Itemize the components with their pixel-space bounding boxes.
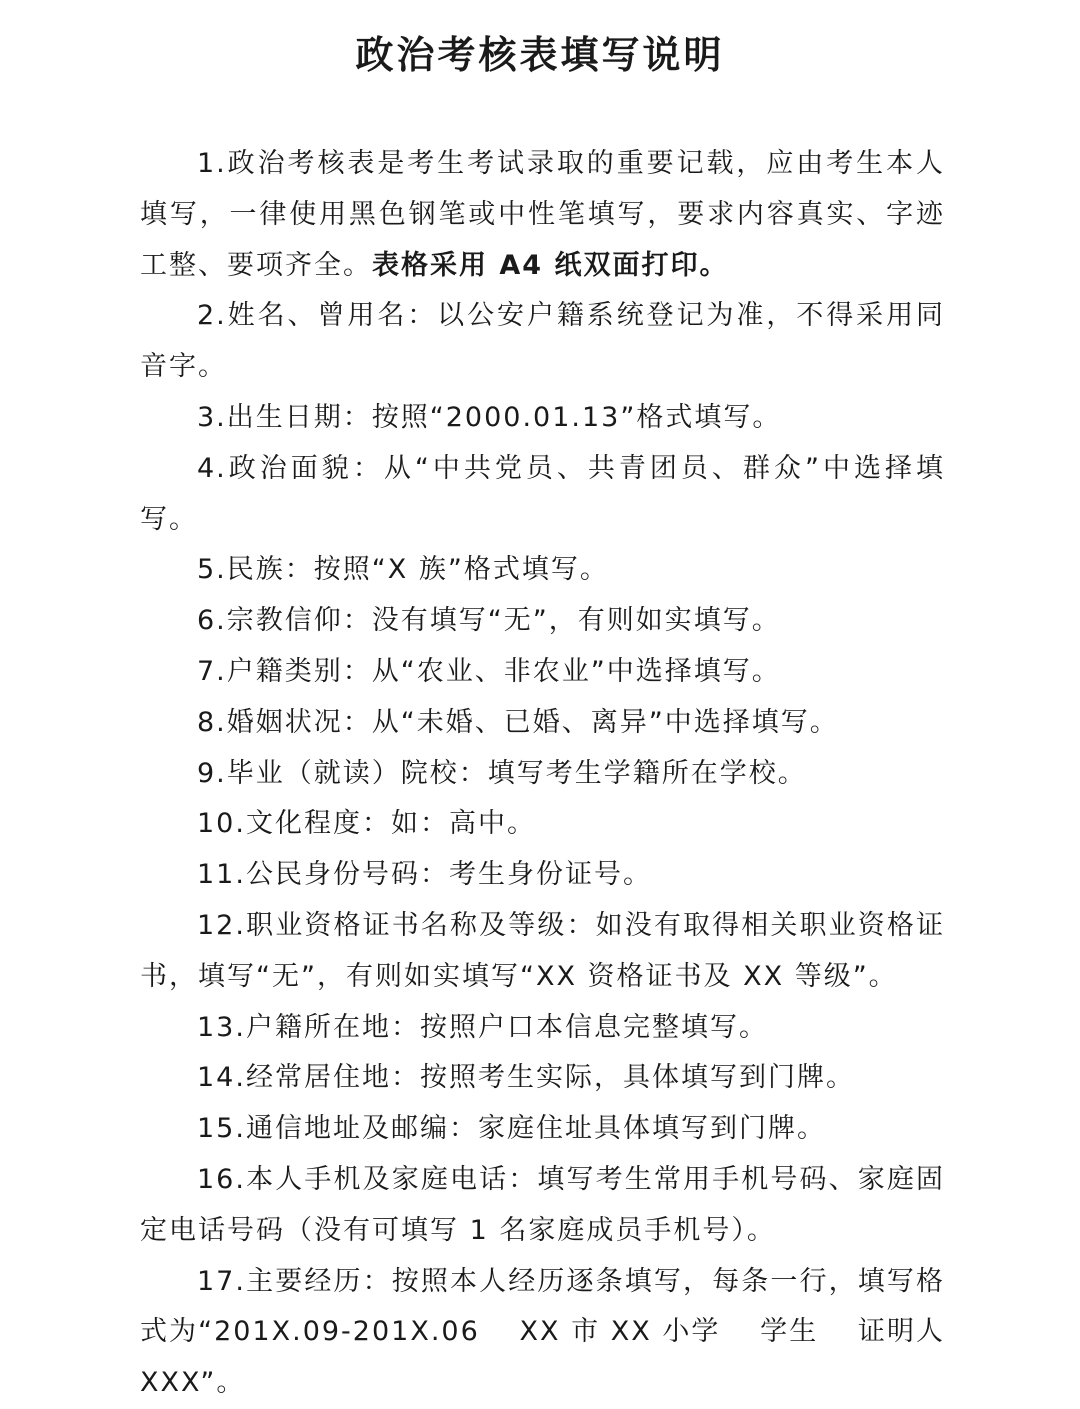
instruction-item-4: 4.政治面貌：从“中共党员、共青团员、群众”中选择填写。 bbox=[140, 452, 945, 535]
instruction-item-10: 10.文化程度：如：高中。 bbox=[197, 808, 536, 840]
instruction-item-9: 9.毕业（就读）院校：填写考生学籍所在学校。 bbox=[197, 757, 807, 789]
instruction-item-7: 7.户籍类别：从“农业、非农业”中选择填写。 bbox=[197, 655, 781, 687]
instruction-item-12: 12.职业资格证书名称及等级：如没有取得相关职业资格证书，填写“无”，有则如实填写“XX 资格证书及 XX 等级”。 bbox=[140, 909, 945, 992]
instruction-item-6: 6.宗教信仰：没有填写“无”，有则如实填写。 bbox=[197, 605, 781, 637]
instruction-emphasis: 表格采用 A4 纸双面打印。 bbox=[372, 249, 729, 281]
instruction-item-2: 2.姓名、曾用名：以公安户籍系统登记为准，不得采用同音字。 bbox=[140, 300, 945, 383]
instruction-item-13: 13.户籍所在地：按照户口本信息完整填写。 bbox=[197, 1011, 768, 1043]
instruction-item-8: 8.婚姻状况：从“未婚、已婚、离异”中选择填写。 bbox=[197, 706, 839, 738]
instruction-item-14: 14.经常居住地：按照考生实际，具体填写到门牌。 bbox=[197, 1062, 855, 1094]
instruction-item-3: 3.出生日期：按照“2000.01.13”格式填写。 bbox=[197, 401, 782, 433]
instructions-body bbox=[140, 139, 945, 1409]
instruction-text: 1.政治考核表是考生考试录取的重要记载，应由考生本人填写，一律使用黑色钢笔或中性笔填写，要求内容真实、字迹工整、要项齐全。 bbox=[140, 148, 945, 281]
instruction-item-16: 16.本人手机及家庭电话：填写考生常用手机号码、家庭固定电话号码（没有可填写 1 名家庭成员手机号）。 bbox=[140, 1163, 945, 1246]
page-title: 政治考核表填写说明 bbox=[355, 32, 725, 77]
instruction-item-15: 15.通信地址及邮编：家庭住址具体填写到门牌。 bbox=[197, 1113, 826, 1145]
instruction-item-17: 17.主要经历：按照本人经历逐条填写，每条一行，填写格式为“201X.09-201X.06 XX 市 XX 小学 学生 证明人 XXX”。 bbox=[140, 1265, 945, 1399]
instruction-item-1 bbox=[140, 139, 945, 291]
instruction-item-11: 11.公民身份号码：考生身份证号。 bbox=[197, 859, 652, 891]
instruction-item-5: 5.民族：按照“X 族”格式填写。 bbox=[197, 554, 609, 586]
